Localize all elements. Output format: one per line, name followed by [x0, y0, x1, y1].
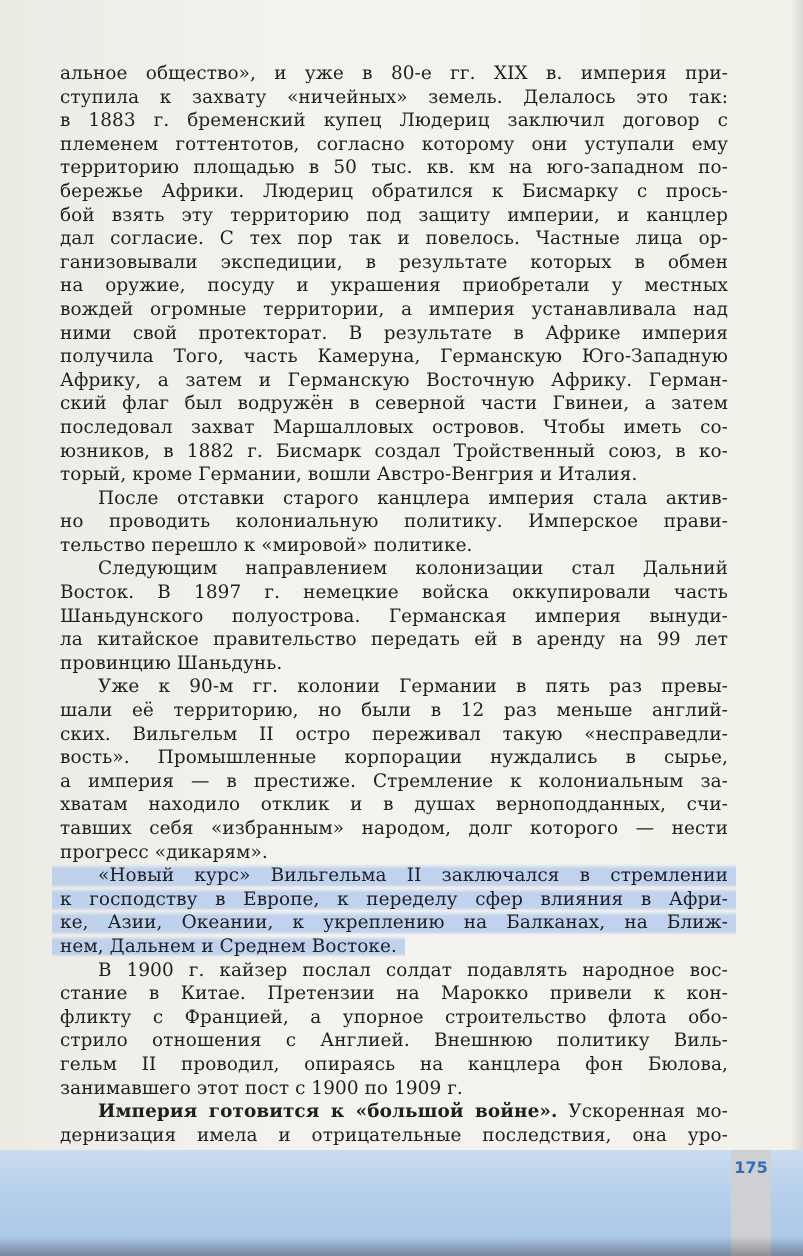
page-edge-shading: [790, 0, 803, 1256]
highlighted-line: «Новый курс» Вильгельма II заключался в стремлении: [52, 864, 736, 888]
text-line: торый, кроме Германии, вошли Австро-Венгрия и Италия.: [60, 464, 638, 486]
bottom-shadow: [0, 1236, 803, 1256]
text-line: получила Того, часть Камеруна, Германскую Юго-Западную: [60, 346, 728, 368]
text-line: стание в Китае. Претензии на Марокко привели к кон-: [60, 983, 728, 1005]
text-line: стрило отношения с Англией. Внешнюю политику Виль-: [60, 1030, 728, 1052]
heading-continuation: Ускоренная мо-: [557, 1101, 728, 1123]
text-line: в 1883 г. бременский купец Людериц заключил договор с: [60, 110, 728, 132]
text-line: провинцию Шаньдунь.: [60, 652, 283, 674]
text-line: но проводить колониальную политику. Имперское прави-: [60, 511, 728, 533]
text-line: Следующим направлением колонизации стал Дальний: [98, 558, 728, 580]
text-line: фликту с Францией, а упорное строительство флота обо-: [60, 1006, 728, 1028]
text-line: ступила к захвату «ничейных» земель. Делалось это так:: [60, 86, 728, 108]
text-line: Шаньдунского полуострова. Германская империя вынуди-: [60, 605, 728, 627]
body-text: [60, 62, 728, 1218]
text-line: Африку, а затем и Германскую Восточную Африку. Герман-: [60, 369, 728, 391]
text-line: гельм II проводил, опираясь на канцлера фон Бюлова,: [60, 1053, 728, 1075]
text-line: шали её территорию, но были в 12 раз меньше англий-: [60, 700, 728, 722]
text-line: Уже к 90-м гг. колонии Германии в пять раз превы-: [98, 676, 728, 698]
text-line: ский флаг был водружён в северной части Гвинеи, а затем: [60, 393, 728, 415]
paragraph-3: [60, 557, 728, 675]
text-line: вость». Промышленные корпорации нуждались в сырье,: [60, 747, 728, 769]
text-line: племенем готтентотов, согласно которому они уступали ему: [60, 133, 728, 155]
page-number: 175: [734, 1158, 768, 1177]
text-line: прогресс «дикарям».: [60, 841, 268, 863]
text-line: тельство перешло к «мировой» политике.: [60, 534, 473, 556]
text-line: хватам находило отклик и в душах верноподданных, счи-: [60, 794, 728, 816]
text-line: юзников, в 1882 г. Бисмарк создал Тройственный союз, в ко-: [60, 440, 728, 462]
text-line: ними свой протекторат. В результате в Африке империя: [60, 322, 728, 344]
paragraph-2: [60, 487, 728, 558]
text-line: альное общество», и уже в 80-е гг. XIX в. империя при-: [60, 63, 728, 84]
text-line: ла китайское правительство передать ей в аренду на 99 лет: [60, 629, 728, 651]
text-line: тавших себя «избранным» народом, долг которого — нести: [60, 818, 728, 839]
text-line: Восток. В 1897 г. немецкие войска оккупировали часть: [60, 582, 728, 604]
text-line: После отставки старого канцлера империя стала актив-: [98, 487, 728, 509]
text-line: занимавшего этот пост с 1900 по 1909 г.: [60, 1077, 463, 1099]
paragraph-4: [60, 675, 728, 864]
paragraph-5-highlighted: [60, 864, 728, 958]
text-line: на оружие, посуду и украшения приобретали у местных: [60, 275, 728, 297]
text-line: дал согласие. С тех пор так и повелось. Частные лица ор-: [60, 228, 728, 250]
text-line: территорию площадью в 50 тыс. кв. км на юго-западном по-: [60, 157, 728, 179]
text-line: а империя — в престиже. Стремление к колониальным за-: [60, 770, 728, 792]
text-line: бой взять эту территорию под защиту империи, и канцлер: [60, 204, 728, 226]
text-line: бережье Африки. Людериц обратился к Бисмарку с прось-: [60, 180, 728, 202]
text-line: последовал захват Маршалловых островов. Чтобы иметь со-: [60, 416, 728, 438]
highlighted-line: [60, 935, 728, 959]
text-line: В 1900 г. кайзер послал солдат подавлять народное вос-: [98, 959, 728, 981]
highlight-span: нем, Дальнем и Среднем Востоке.: [52, 936, 405, 957]
text-line: вождей огромные территории, а империя устанавливала над: [60, 298, 728, 320]
paragraph-1: [60, 62, 728, 487]
text-line: ских. Вильгельм II остро переживал такую «несправедли-: [60, 723, 728, 745]
text-line: дернизация имела и отрицательные последствия, она уро-: [60, 1124, 728, 1146]
text-line: [60, 1100, 728, 1124]
highlighted-line: ке, Азии, Океании, к укреплению на Балканах, на Ближ-: [52, 911, 736, 935]
section-heading: Империя готовится к «большой войне».: [98, 1101, 558, 1123]
paragraph-6: [60, 959, 728, 1101]
text-line: ганизовывали экспедиции, в результате которых в обмен: [60, 251, 728, 273]
highlighted-line: к господству в Европе, к переделу сфер влияния в Афри-: [52, 888, 736, 912]
